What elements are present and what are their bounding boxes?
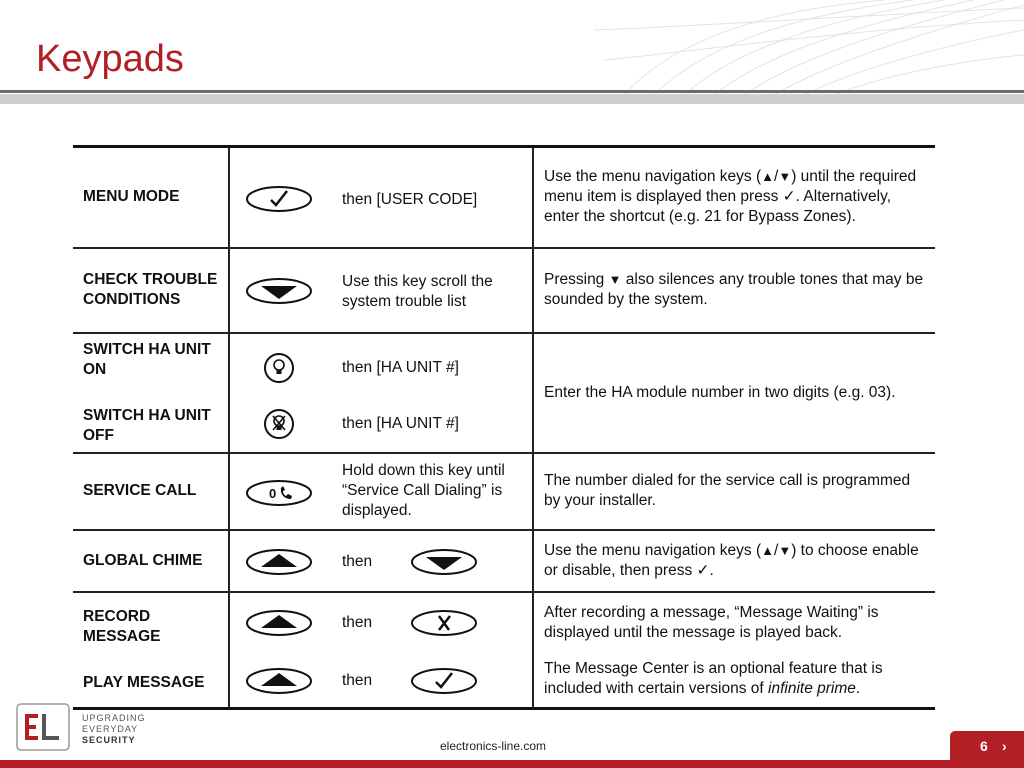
key-instruction: then xyxy=(342,671,373,689)
up-key-icon xyxy=(245,548,313,576)
next-page-icon[interactable]: › xyxy=(1002,738,1007,754)
row-description: The number dialed for the service call is programmed by your installer. xyxy=(533,453,935,530)
key-instruction: then [HA UNIT #] xyxy=(342,414,459,432)
row-label: PLAY MESSAGE xyxy=(83,673,205,691)
row-label: MENU MODE xyxy=(73,147,229,248)
down-key-icon xyxy=(245,277,313,305)
check-key-icon xyxy=(410,667,478,695)
key-instruction: then [USER CODE] xyxy=(342,191,478,208)
ha-on-key-icon xyxy=(263,352,295,384)
page-number-badge[interactable] xyxy=(950,731,1024,761)
row-label: SERVICE CALL xyxy=(73,453,229,530)
ha-off-key-icon xyxy=(263,408,295,440)
up-arrow-icon: ▲ xyxy=(761,169,774,185)
logo-tagline: UPGRADING EVERYDAY SECURITY xyxy=(82,713,146,745)
service-call-key-icon xyxy=(245,479,313,507)
down-arrow-icon: ▼ xyxy=(778,542,792,558)
table-row xyxy=(73,333,935,453)
website-link[interactable]: electronics-line.com xyxy=(440,739,547,753)
company-logo xyxy=(16,703,70,751)
down-arrow-icon: ▼ xyxy=(778,169,792,185)
row-label: RECORD MESSAGE xyxy=(83,607,161,645)
footer-bar xyxy=(0,760,1024,768)
check-icon: ✓ xyxy=(782,188,796,206)
row-label: GLOBAL CHIME xyxy=(73,530,229,592)
key-instruction: Hold down this key until “Service Call Dialing” is displayed. xyxy=(342,461,505,519)
table-row xyxy=(73,453,935,530)
up-arrow-icon: ▲ xyxy=(761,542,774,558)
check-icon: ✓ xyxy=(696,561,710,579)
title-divider-shadow xyxy=(0,94,1024,104)
key-instruction: then xyxy=(342,613,373,631)
row-label: CHECK TROUBLE CONDITIONS xyxy=(73,248,229,333)
up-key-icon xyxy=(245,609,313,637)
key-instruction: then [HA UNIT #] xyxy=(342,358,459,376)
row-label: SWITCH HA UNIT OFF xyxy=(83,406,211,444)
table-row xyxy=(73,248,935,333)
row-description: Pressing ▼ also silences any trouble tones that may be sounded by the system. xyxy=(533,248,935,333)
table-row xyxy=(73,530,935,592)
row-description: Use the menu navigation keys (▲/▼) until the required menu item is displayed then press ✓. Alternatively, enter the shortcut (e.g. 21 for Bypass Zones). xyxy=(533,147,935,248)
page-title: Keypads xyxy=(36,38,184,80)
down-arrow-icon: ▼ xyxy=(608,272,622,287)
key-instruction: Use this key scroll the system trouble list xyxy=(342,272,493,310)
table-row xyxy=(73,592,935,709)
row-description: Use the menu navigation keys (▲/▼) to choose enable or disable, then press ✓. xyxy=(533,530,935,592)
keypads-table xyxy=(73,145,935,710)
up-key-icon xyxy=(245,667,313,695)
table-row xyxy=(73,147,935,248)
service-key-digit: 0 xyxy=(269,485,277,501)
title-divider xyxy=(0,90,1024,93)
row-description: The Message Center is an optional feature that is included with certain versions of infinite prime. xyxy=(544,659,883,697)
header-decoration xyxy=(584,0,1024,95)
down-key-icon xyxy=(410,548,478,576)
cancel-key-icon xyxy=(410,609,478,637)
page-number: 6 xyxy=(980,738,988,754)
row-label: SWITCH HA UNIT ON xyxy=(83,340,211,378)
check-key-icon xyxy=(245,185,313,213)
row-description: Enter the HA module number in two digits (e.g. 03). xyxy=(533,333,935,453)
key-instruction: then xyxy=(342,552,373,570)
row-description: After recording a message, “Message Waiting” is displayed until the message is played back. xyxy=(544,603,879,641)
